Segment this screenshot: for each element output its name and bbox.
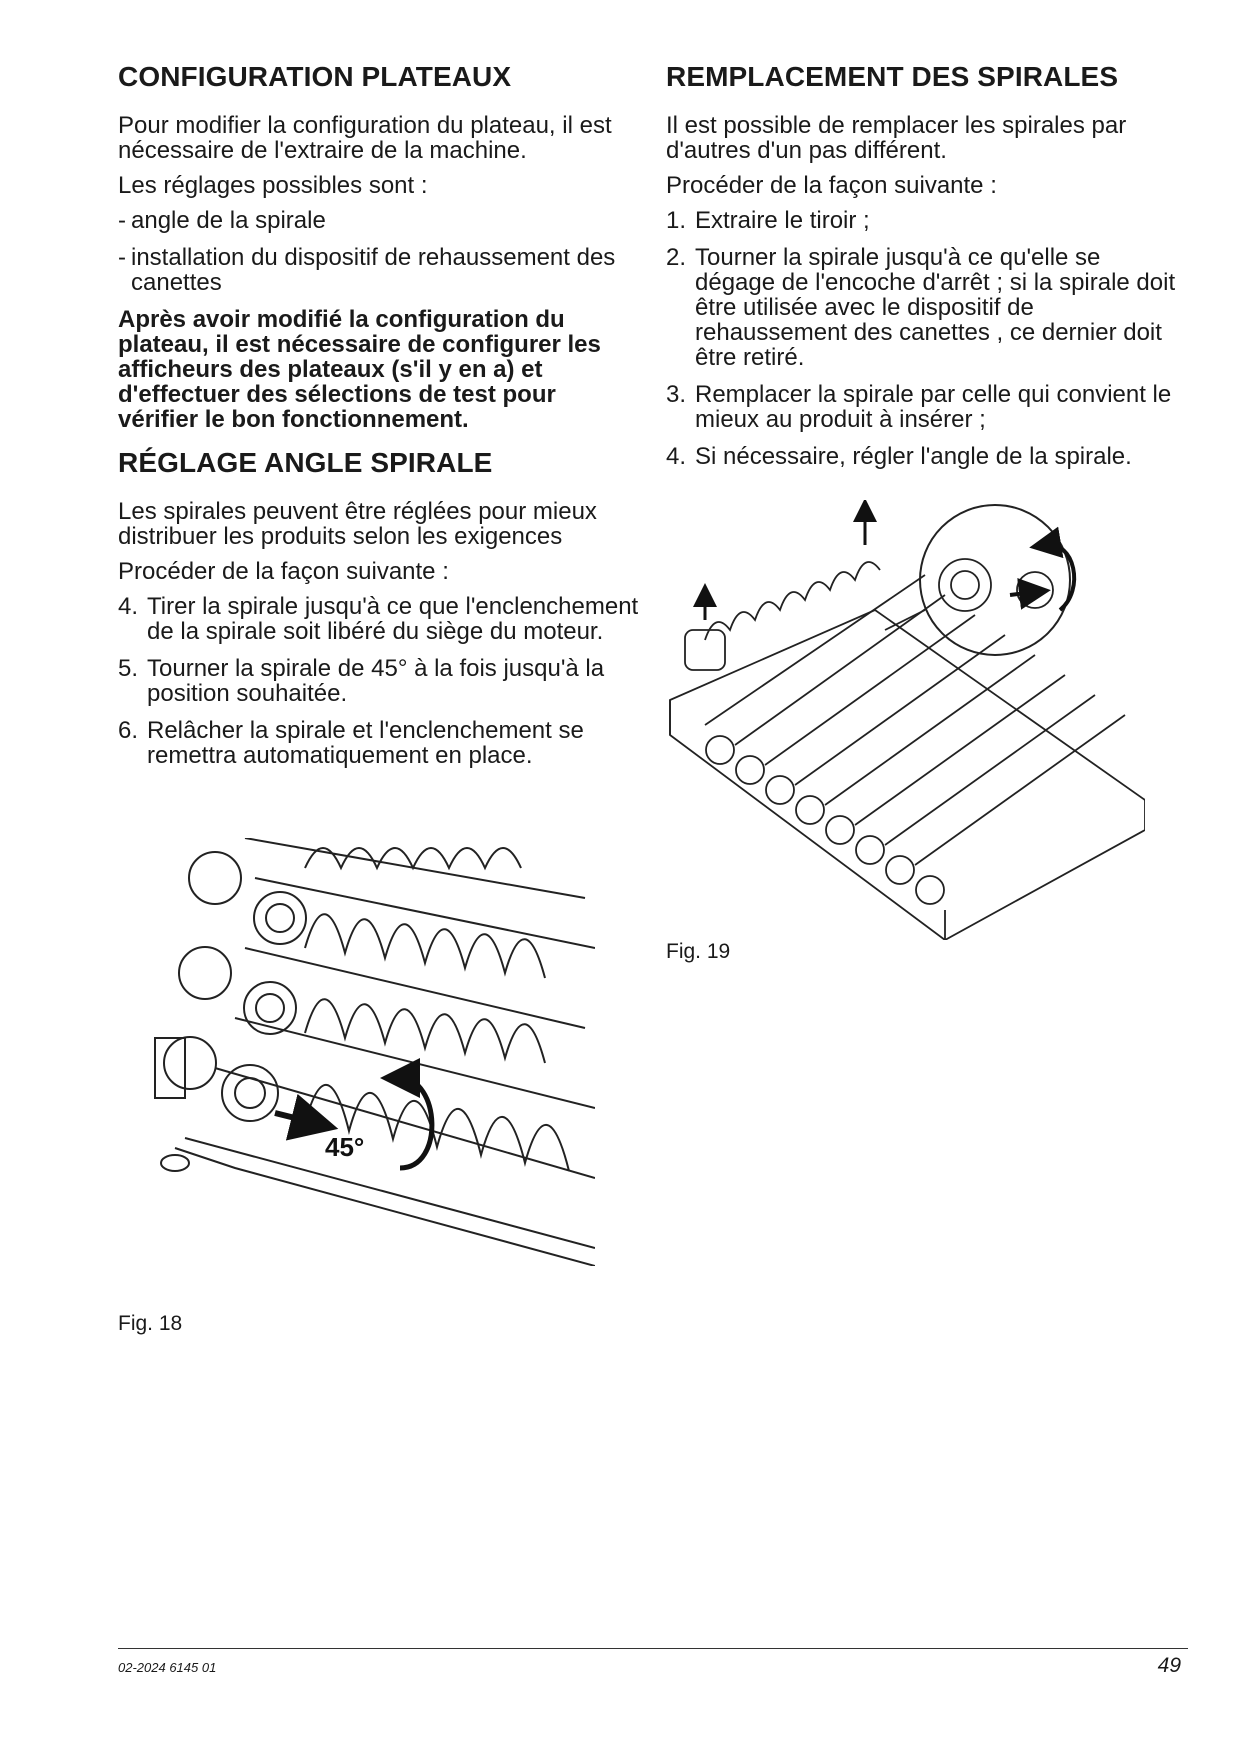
step-number: 6. — [118, 716, 139, 744]
step-number: 3. — [666, 380, 687, 408]
list-item — [666, 382, 1186, 432]
list-item — [118, 656, 640, 706]
config-paragraph-2: Les réglages possibles sont : — [118, 171, 428, 199]
step-text: Si nécessaire, régler l'angle de la spirale. — [695, 442, 1132, 470]
step-text: Tourner la spirale de 45° à la fois jusqu'à la position souhaitée. — [147, 654, 605, 707]
section-title-configuration: CONFIGURATION PLATEAUX — [118, 61, 512, 92]
step-number: 2. — [666, 243, 687, 271]
config-warning: Après avoir modifié la configuration du plateau, il est nécessaire de configurer les afficheurs des plateaux (s'il y en a) et d'effectuer des sélections de test pour vérifier le bon fonctionnement. — [118, 305, 601, 433]
figure-19-caption: Fig. 19 — [666, 940, 731, 963]
left-column — [118, 62, 640, 780]
config-options-list — [118, 208, 640, 295]
list-item — [118, 594, 640, 644]
step-number: 4. — [666, 442, 687, 470]
figure-18-caption: Fig. 18 — [118, 1312, 183, 1335]
section-title-replacement: REMPLACEMENT DES SPIRALES — [666, 61, 1119, 92]
document-code: 02-2024 6145 01 — [118, 1660, 217, 1675]
angle-steps-list — [118, 594, 640, 768]
replace-steps-list — [666, 208, 1186, 469]
step-text: Tourner la spirale jusqu'à ce qu'elle se dégage de l'encoche d'arrêt ; si la spirale doit être utilisée avec le dispositif de rehaussement des canettes , ce dernier doit être retiré. — [695, 243, 1176, 371]
step-text: Tirer la spirale jusqu'à ce que l'enclenchement de la spirale soit libéré du siège du moteur. — [147, 592, 639, 645]
footer-divider — [118, 1648, 1188, 1649]
page-number: 49 — [1157, 1654, 1181, 1677]
replace-paragraph-2: Procéder de la façon suivante : — [666, 171, 997, 199]
step-text: Extraire le tiroir ; — [695, 206, 870, 234]
angle-paragraph-1: Les spirales peuvent être réglées pour mieux distribuer les produits selon les exigences — [118, 497, 597, 550]
figure-18-spiral-angle-illustration — [145, 838, 595, 1266]
list-item: - installation du dispositif de rehaussement des canettes — [118, 245, 640, 295]
figure-19-spiral-replacement-illustration — [665, 500, 1145, 940]
list-item — [666, 245, 1186, 370]
step-number: 4. — [118, 592, 139, 620]
angle-paragraph-2: Procéder de la façon suivante : — [118, 557, 449, 585]
replace-paragraph-1: Il est possible de remplacer les spirales par d'autres d'un pas différent. — [666, 111, 1127, 164]
step-number: 1. — [666, 206, 687, 234]
angle-label: 45° — [325, 1132, 365, 1162]
right-column — [666, 62, 1186, 481]
step-text: Remplacer la spirale par celle qui convient le mieux au produit à insérer ; — [695, 380, 1172, 433]
list-item: - angle de la spirale — [118, 208, 640, 233]
config-paragraph-1: Pour modifier la configuration du plateau, il est nécessaire de l'extraire de la machine. — [118, 111, 612, 164]
list-item — [666, 444, 1186, 469]
list-item — [118, 718, 640, 768]
step-number: 5. — [118, 654, 139, 682]
step-text: Relâcher la spirale et l'enclenchement se remettra automatiquement en place. — [147, 716, 584, 769]
section-title-angle: RÉGLAGE ANGLE SPIRALE — [118, 446, 493, 478]
list-item — [666, 208, 1186, 233]
